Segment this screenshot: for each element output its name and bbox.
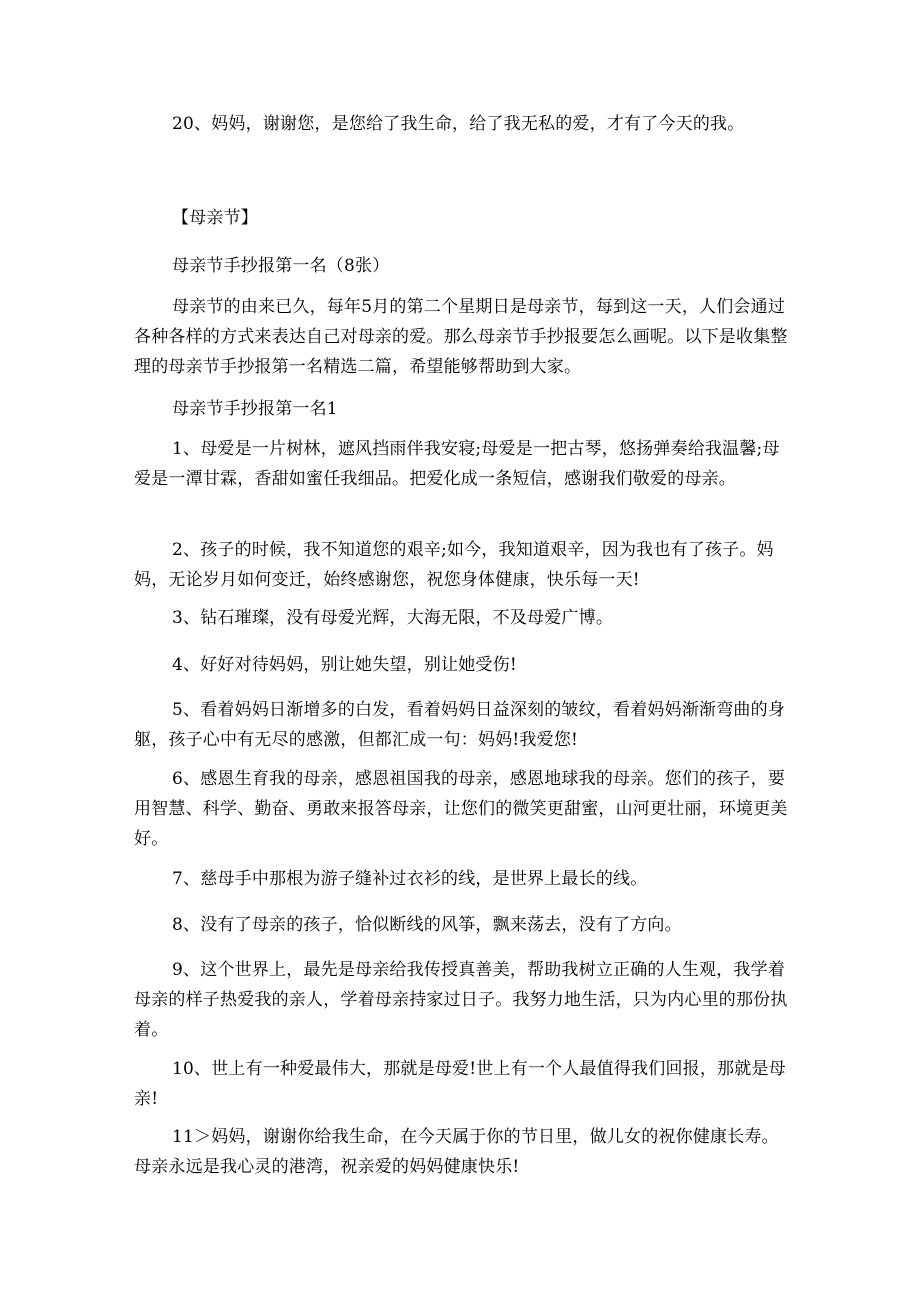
- list-item: 2、孩子的时候，我不知道您的艰辛;如今，我知道艰辛，因为我也有了孩子。妈妈，无论岁月如何变迁，始终感谢您，祝您身体健康，快乐每一天!: [134, 540, 774, 590]
- list-item: 8、没有了母亲的孩子，恰似断线的风筝，飘来荡去，没有了方向。: [172, 915, 682, 935]
- intro-paragraph: 母亲节的由来已久，每年5月的第二个星期日是母亲节，每到这一天，人们会通过各种各样的方式来表达自己对母亲的爱。那么母亲节手抄报要怎么画呢。以下是收集整理的母亲节手抄报第一名精选二篇，希望能够帮助到大家。: [134, 297, 788, 377]
- list-item: 9、这个世界上，最先是母亲给我传授真善美，帮助我树立正确的人生观，我学着母亲的样子热爱我的亲人，学着母亲持家过日子。我努力地生活，只为内心里的那份执着。: [134, 960, 788, 1040]
- list-item: 3、钻石璀璨，没有母爱光辉，大海无限，不及母爱广博。: [172, 608, 614, 628]
- list-item: 10、世上有一种爱最伟大，那就是母爱!世上有一个人最值得我们回报，那就是母亲!: [134, 1059, 786, 1109]
- list-item: 4、好好对待妈妈，别让她失望，别让她受伤!: [172, 655, 517, 675]
- list-item: 5、看着妈妈日渐增多的白发，看着妈妈日益深刻的皱纹，看着妈妈渐渐弯曲的身躯，孩子心中有无尽的感激，但都汇成一句：妈妈!我爱您!: [134, 700, 786, 750]
- article-title: 母亲节手抄报第一名（8张）: [172, 256, 390, 276]
- list-item: 1、母爱是一片树林，遮风挡雨伴我安寝;母爱是一把古琴，悠扬弹奏给我温馨;母爱是一潭甘霖，香甜如蜜任我细品。把爱化成一条短信，感谢我们敬爱的母亲。: [134, 439, 780, 489]
- list-item: 6、感恩生育我的母亲，感恩祖国我的母亲，感恩地球我的母亲。您们的孩子，要用智慧、科学、勤奋、勇敢来报答母亲，让您们的微笑更甜蜜，山河更壮丽，环境更美好。: [134, 769, 788, 849]
- list-item: 7、慈母手中那根为游子缝补过衣衫的线，是世界上最长的线。: [172, 869, 648, 889]
- subtitle: 母亲节手抄报第一名1: [172, 399, 338, 419]
- top-line: 20、妈妈，谢谢您，是您给了我生命，给了我无私的爱，才有了今天的我。: [172, 114, 745, 134]
- section-tag: 【母亲节】: [172, 208, 258, 228]
- list-item: 11＞妈妈，谢谢你给我生命，在今天属于你的节日里，做儿女的祝你健康长寿。母亲永远是我心灵的港湾，祝亲爱的妈妈健康快乐!: [134, 1127, 779, 1177]
